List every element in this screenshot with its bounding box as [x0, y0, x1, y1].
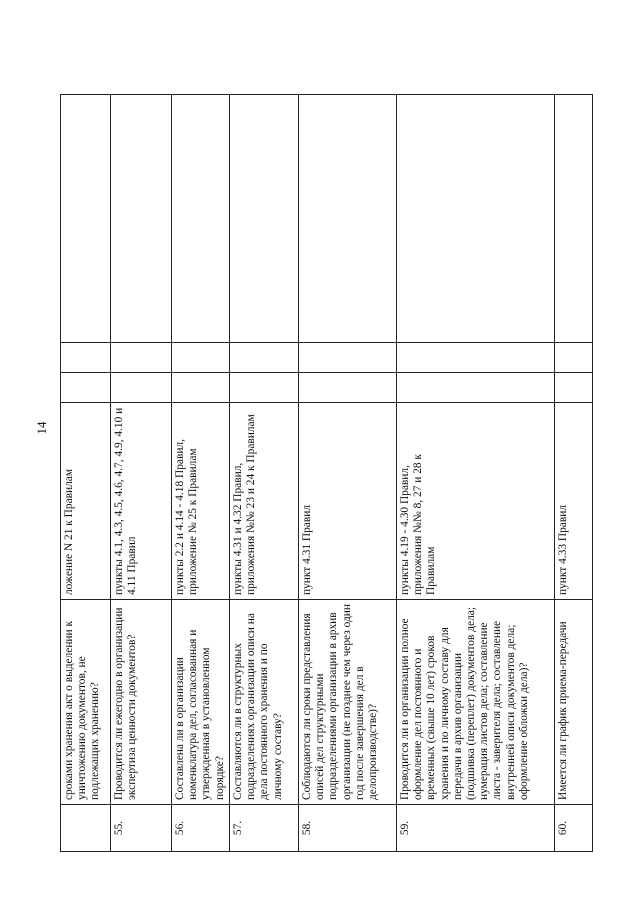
- checklist-table: [60, 94, 593, 852]
- notes-cell: [61, 95, 111, 343]
- row-number-cell: 60.: [555, 805, 593, 852]
- page-number: 14: [34, 421, 49, 435]
- answer-no-cell: [172, 343, 230, 373]
- question-cell: Имеется ли график приема-передачи: [555, 600, 593, 805]
- notes-cell: [111, 95, 172, 343]
- reference-cell: пункты 4.31 и 4.32 Правил, приложения №№ 23 и 24 к Правилам: [230, 403, 299, 600]
- answer-yes-cell: [61, 373, 111, 403]
- answer-yes-cell: [172, 373, 230, 403]
- answer-yes-cell: [555, 373, 593, 403]
- table-row: [555, 95, 593, 852]
- reference-cell: пункты 4.1, 4.3, 4.5, 4.6, 4.7, 4.9, 4.10 и 4.11 Правил: [111, 403, 172, 600]
- answer-no-cell: [299, 343, 397, 373]
- question-cell: Соблюдаются ли сроки представления описей дел структурными подразделениями организации в архив организации (не позднее чем через один год после завершения дел в делопроизводстве)?: [299, 600, 397, 805]
- reference-cell: пункт 4.33 Правил: [555, 403, 593, 600]
- question-cell: Составляются ли в структурных подразделениях организации описи на дела постоянного хранения и по личному составу?: [230, 600, 299, 805]
- reference-cell: пункты 2.2 и 4.14 - 4.18 Правил, приложение № 25 к Правилам: [172, 403, 230, 600]
- table-row: [397, 95, 555, 852]
- reference-cell: ложение N 21 к Правилам: [61, 403, 111, 600]
- answer-no-cell: [111, 343, 172, 373]
- reference-cell: пункты 4.19 - 4.30 Правил, приложения №№ 8, 27 и 28 к Правилам: [397, 403, 555, 600]
- answer-no-cell: [230, 343, 299, 373]
- notes-cell: [172, 95, 230, 343]
- table-row: [230, 95, 299, 852]
- question-cell: Составлена ли в организации номенклатура дел, согласованная и утвержденная в установленном порядке?: [172, 600, 230, 805]
- question-cell: сроками хранения акт о выделении к уничтожению документов, не подлежащих хранению?: [61, 600, 111, 805]
- table-rotator: [60, 95, 592, 852]
- answer-yes-cell: [299, 373, 397, 403]
- row-number-cell: 56.: [172, 805, 230, 852]
- row-number-cell: 57.: [230, 805, 299, 852]
- table-row: [61, 95, 111, 852]
- row-number-cell: 59.: [397, 805, 555, 852]
- question-cell: Проводится ли в организации полное оформление дел постоянного и временных (свыше 10 лет) сроков хранения и по личному составу для передачи в архив организации (подшивка (переплет) документов дела; нумерация листов дела; составление листа - заверителя дела; составление внутренней описи документов дела; оформление обложки дела)?: [397, 600, 555, 805]
- notes-cell: [299, 95, 397, 343]
- notes-cell: [230, 95, 299, 343]
- reference-cell: пункт 4.31 Правил: [299, 403, 397, 600]
- notes-cell: [555, 95, 593, 343]
- answer-yes-cell: [230, 373, 299, 403]
- notes-cell: [397, 95, 555, 343]
- answer-no-cell: [61, 343, 111, 373]
- answer-no-cell: [555, 343, 593, 373]
- answer-yes-cell: [397, 373, 555, 403]
- row-number-cell: 58.: [299, 805, 397, 852]
- table-row: [299, 95, 397, 852]
- answer-yes-cell: [111, 373, 172, 403]
- row-number-cell: [61, 805, 111, 852]
- row-number-cell: 55.: [111, 805, 172, 852]
- table-row: [111, 95, 172, 852]
- question-cell: Проводится ли ежегодно в организации экспертиза ценности документов?: [111, 600, 172, 805]
- table-row: [172, 95, 230, 852]
- answer-no-cell: [397, 343, 555, 373]
